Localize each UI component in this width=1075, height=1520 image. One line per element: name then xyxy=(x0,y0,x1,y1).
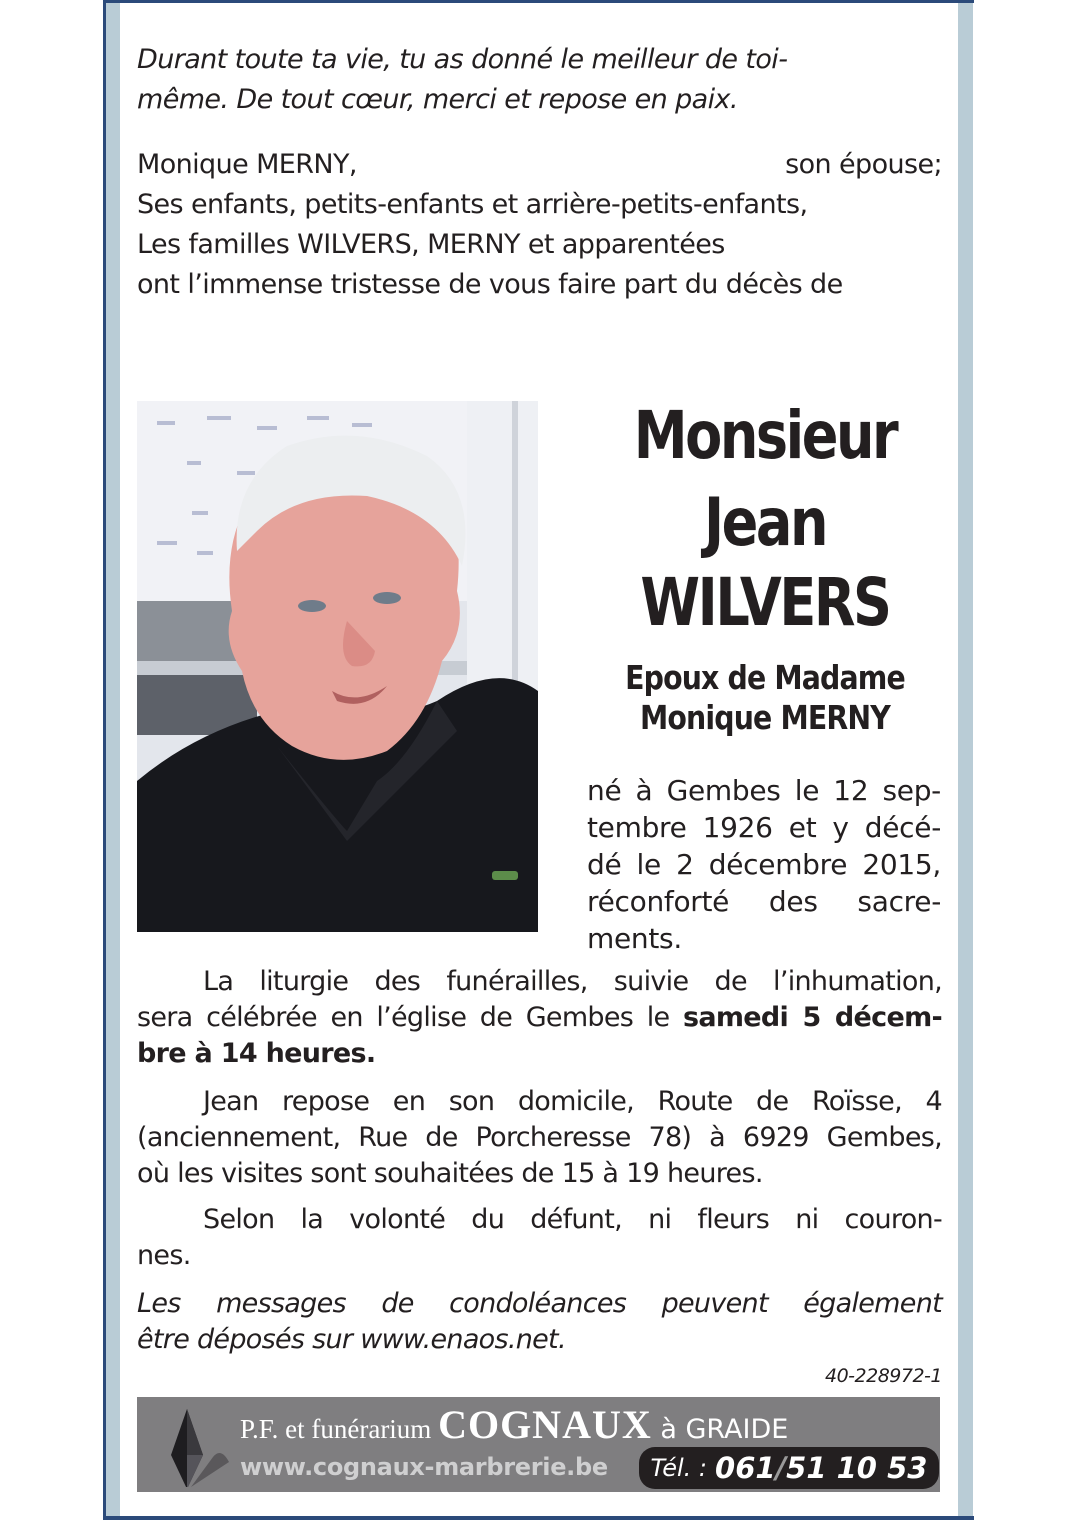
flowers-paragraph xyxy=(137,1202,942,1274)
birth-line: tembre 1926 et y décé- xyxy=(587,811,941,844)
deceased-last-name: WILVERS xyxy=(640,564,890,641)
funeral-date: samedi 5 décem- xyxy=(682,1002,943,1033)
advert-website-link[interactable]: www.cognaux-marbrerie.be xyxy=(240,1453,608,1481)
visitation-line: où les visites sont souhaitées de 15 à 19 heures. xyxy=(137,1158,763,1189)
advert-title xyxy=(240,1402,789,1450)
birth-death-details xyxy=(587,772,941,957)
spouse-of xyxy=(615,658,916,738)
reference-number: 40-228972-1 xyxy=(824,1365,942,1387)
flowers-line: Selon la volonté du défunt, ni fleurs ni couron- xyxy=(203,1204,942,1235)
frame-right-band xyxy=(958,3,973,1516)
condolences-line: Les messages de condoléances peuvent également xyxy=(137,1288,942,1319)
visitation-paragraph xyxy=(137,1084,942,1192)
phone-area-code: 061 xyxy=(715,1451,776,1485)
opening-quote xyxy=(137,40,942,120)
advert-phone[interactable] xyxy=(639,1447,939,1489)
funeral-home-advert xyxy=(137,1397,940,1492)
visitation-line: Jean repose en son domicile, Route de Roïsse, 4 xyxy=(203,1086,942,1117)
frame-left-band xyxy=(106,3,120,1516)
advert-town: à GRAIDE xyxy=(651,1414,789,1445)
spouse-of-line: Epoux de Madame xyxy=(625,658,905,697)
funeral-location-text: sera célébrée en l’église de Gembes le xyxy=(137,1002,683,1033)
birth-line: ments. xyxy=(587,922,682,955)
frame-bottom-border xyxy=(103,1516,974,1520)
family-line: ont l’immense tristesse de vous faire part du décès de xyxy=(137,269,843,300)
spouse-of-line: Monique MERNY xyxy=(640,698,890,737)
flowers-line: nes. xyxy=(137,1240,191,1271)
deceased-first-name: Jean xyxy=(703,484,827,561)
phone-slash: / xyxy=(775,1451,787,1485)
quote-line: même. De tout cœur, merci et repose en paix. xyxy=(137,84,738,115)
diamond-logo-icon xyxy=(151,1407,231,1487)
birth-line: réconforté des sacre- xyxy=(587,885,941,918)
advert-brand: COGNAUX xyxy=(438,1402,652,1447)
family-line: Les familles WILVERS, MERNY et apparentées xyxy=(137,229,725,260)
family-line: Ses enfants, petits-enfants et arrière-petits-enfants, xyxy=(137,189,808,220)
funeral-time: bre à 14 heures. xyxy=(137,1038,376,1069)
phone-label: Tél. : xyxy=(650,1454,708,1482)
condolences-paragraph xyxy=(137,1286,942,1358)
frame-top-border xyxy=(103,0,974,3)
visitation-line: (anciennement, Rue de Porcheresse 78) à 6929 Gembes, xyxy=(137,1122,942,1153)
deceased-title: Monsieur xyxy=(633,397,897,474)
condolences-line: être déposés sur www.enaos.net. xyxy=(137,1324,566,1355)
spouse-name: Monique MERNY, xyxy=(137,149,357,180)
quote-line: Durant toute ta vie, tu as donné le meilleur de toi- xyxy=(137,44,788,75)
portrait-photo xyxy=(137,401,538,932)
funeral-line xyxy=(137,1000,942,1036)
spouse-role: son épouse; xyxy=(785,149,942,180)
advert-prefix: P.F. et funérarium xyxy=(240,1414,439,1444)
spouse-line xyxy=(137,145,942,185)
phone-local-number: 51 10 53 xyxy=(786,1451,928,1485)
funeral-paragraph xyxy=(137,964,942,1072)
birth-line: dé le 2 décembre 2015, xyxy=(587,848,941,881)
family-announcement xyxy=(137,185,942,305)
birth-line: né à Gembes le 12 sep- xyxy=(587,774,941,807)
phone-number xyxy=(715,1451,927,1485)
funeral-line: La liturgie des funérailles, suivie de l’inhumation, xyxy=(203,966,942,997)
